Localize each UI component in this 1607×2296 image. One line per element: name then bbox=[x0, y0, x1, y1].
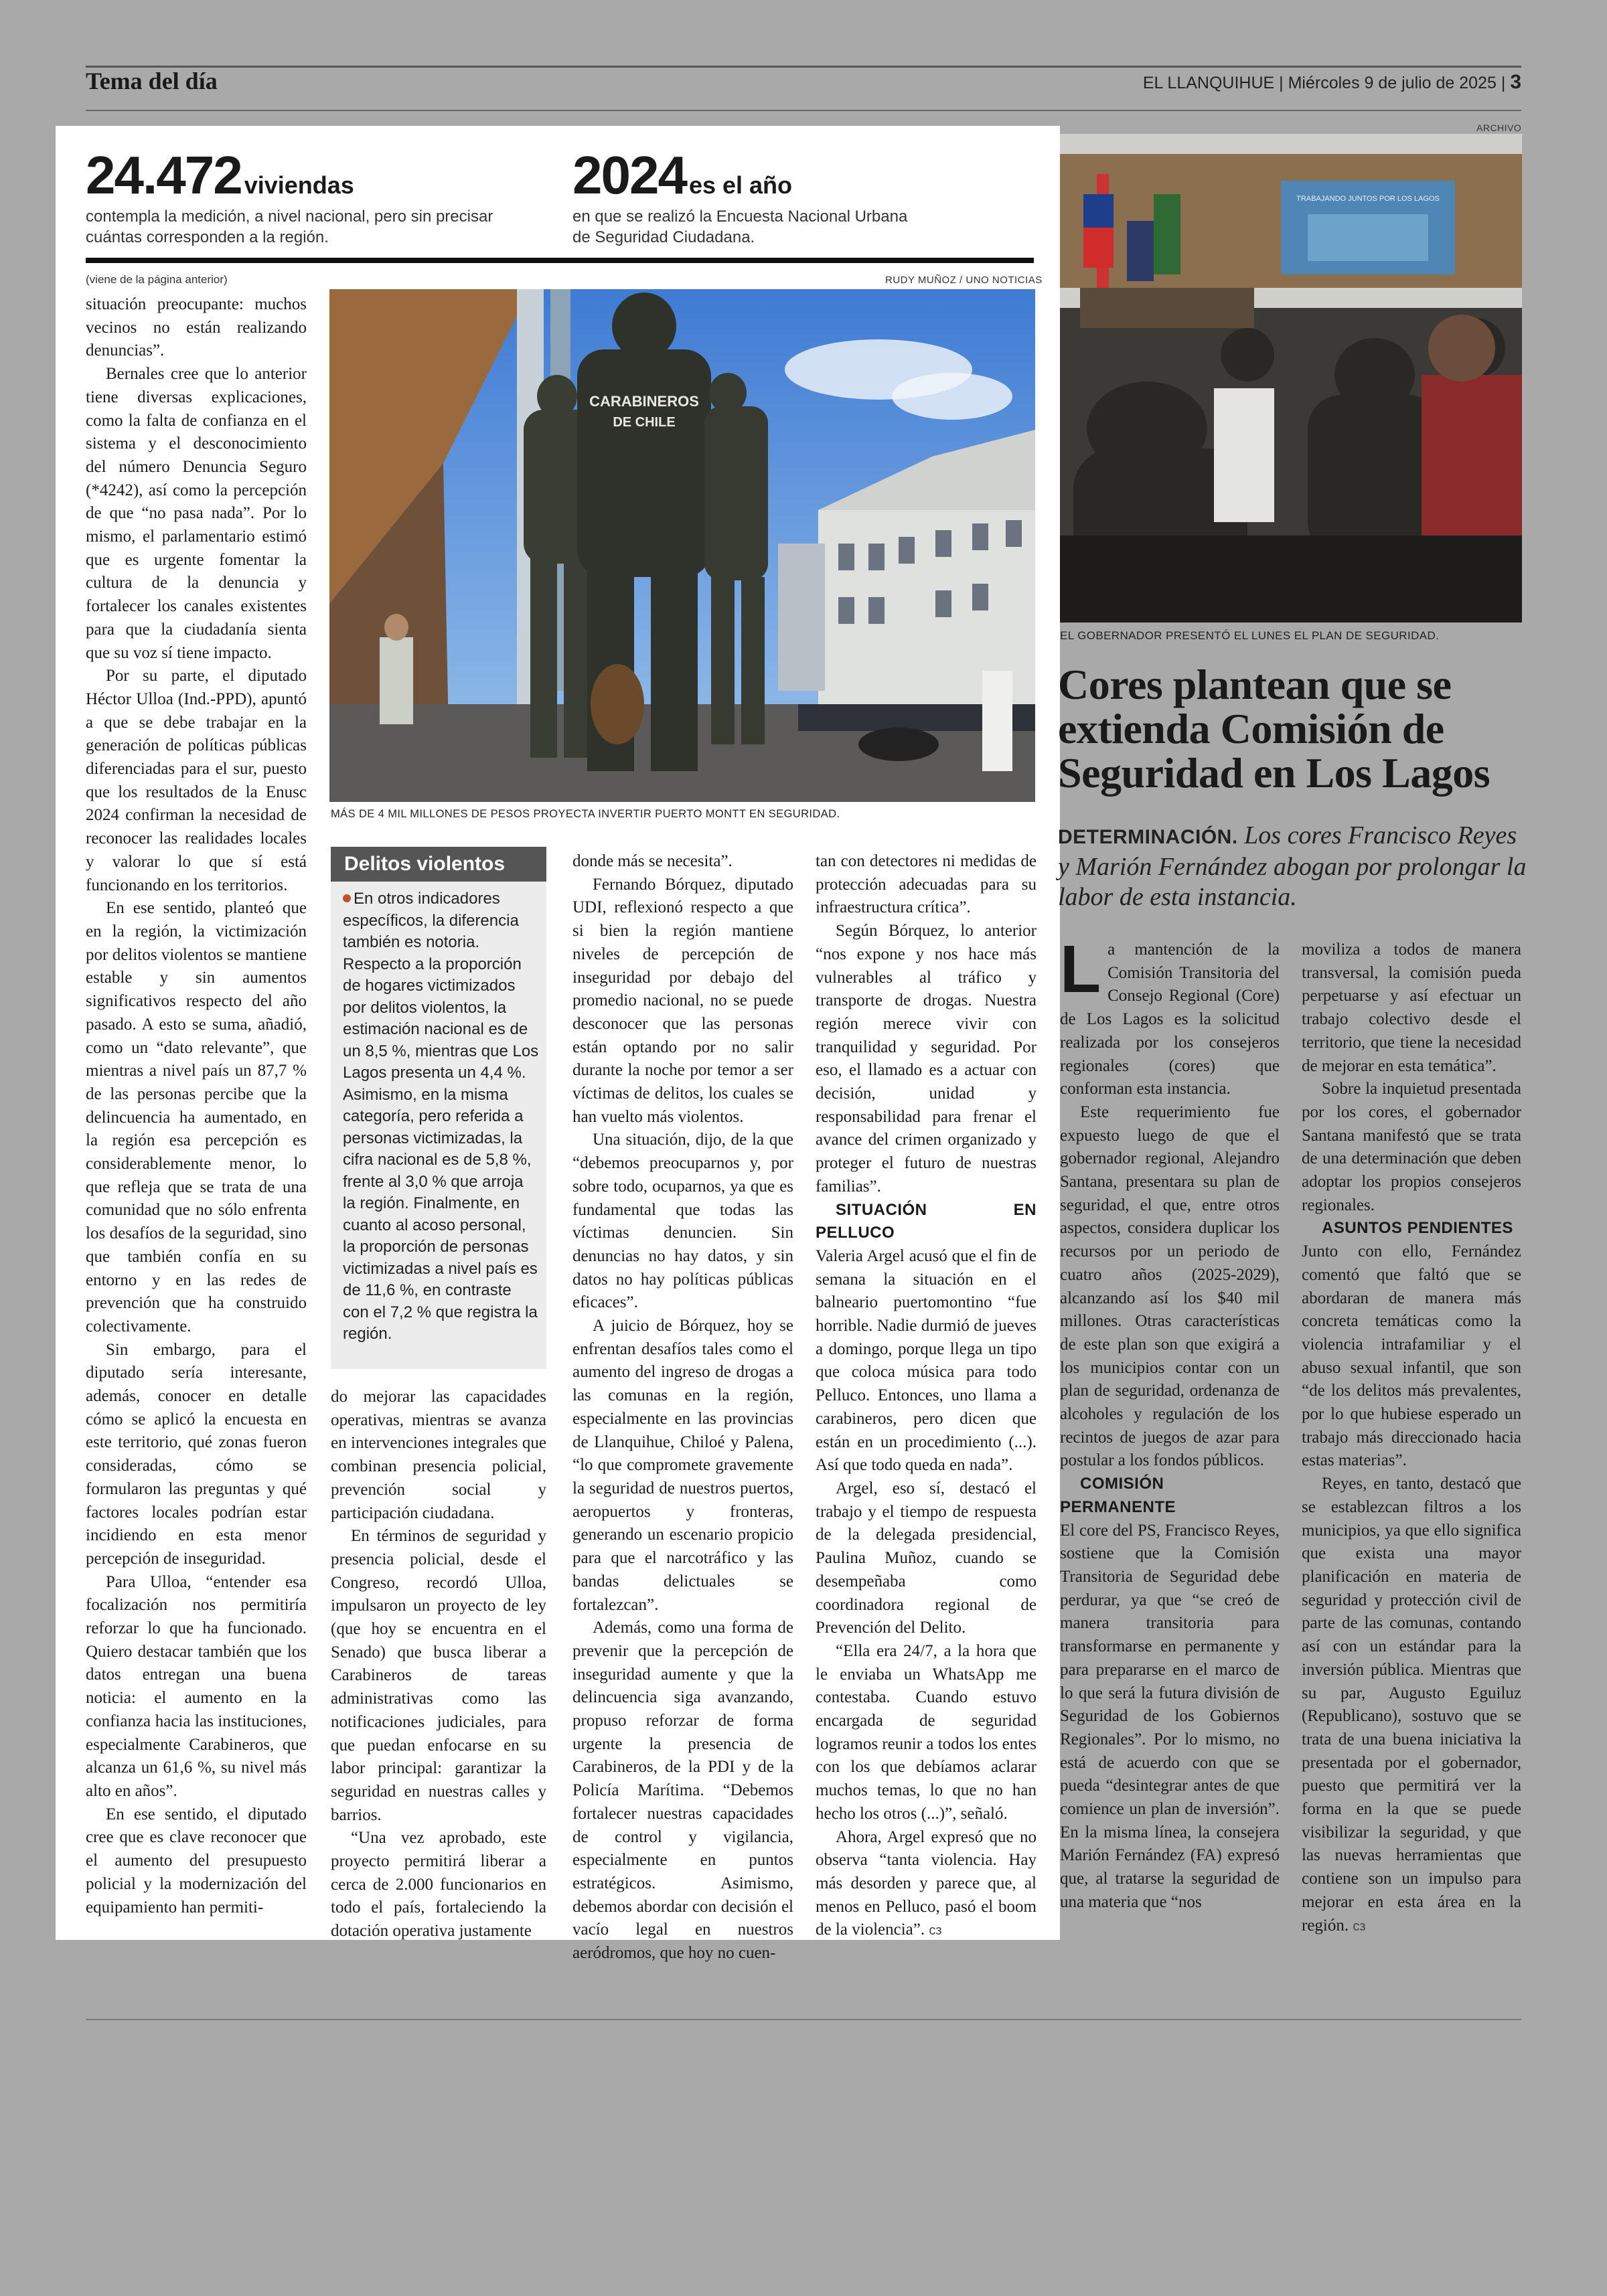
bottom-rule bbox=[86, 2019, 1521, 2020]
paragraph: Valeria Argel acusó que el fin de semana la situación en el balneario puertomontino “fue horrible. Nadie durmió de jueves a domingo, porque llega un tipo que coloca música para todo Pelluco. Entonces, uno llama a carabineros, pero dicen que están en un procedimiento (...). Así que todo queda en nada”. bbox=[816, 1246, 1037, 1475]
paragraph bbox=[1302, 1473, 1521, 1938]
paragraph-text: Reyes, en tanto, destacó que se establezcan filtros a los municipios, ya que ello significa que exista una mayor planificación en materia de seguridad y protección civil de parte de las comunas, contando así con un estándar para la inversión pública. Mientras que su par, Augusto Eguiluz (Republicano), sostuvo que se trata de una buena iniciativa la presentada por el gobernador, puesto que permitirá ver la forma en la que se puede visibilizar la seguridad, y que las nuevas herramientas que contiene son un impulso para mejorar en esta área en la región. bbox=[1302, 1475, 1521, 1935]
subheading-pending-issues: ASUNTOS PENDIENTES bbox=[1322, 1219, 1513, 1238]
right-article-column-1 bbox=[1060, 932, 1280, 1914]
stat-desc-line: cuántas corresponden a la región. bbox=[86, 228, 329, 246]
paragraph: En términos de seguridad y presencia policial, desde el Congreso, recordó Ulloa, impulsaron un proyecto de ley (que hoy se encuentra en el Senado) que busca liberar a Carabineros de tareas administrativas como las notificaciones judiciales, para que puedan enfocarse en su labor principal: garantizar la seguridad en nuestras calles y barrios. bbox=[331, 1527, 546, 1824]
paragraph bbox=[1060, 932, 1280, 1101]
paragraph: situación preocupante: muchos vecinos no están realizando denuncias”. bbox=[86, 295, 307, 360]
paragraph: Fernando Bórquez, diputado UDI, reflexionó respecto a que si bien la región mantiene niveles de percepción de inseguridad por debajo del promedio nacional, no se puede desconocer que las personas están optando por no salir durante la noche por temor a ser víctimas de delitos, los cuales se han vuelto más violentos. bbox=[572, 875, 793, 1126]
stat-desc-line: en que se realizó la Encuesta Nacional Urbana bbox=[572, 208, 908, 226]
drop-cap: L bbox=[1060, 932, 1101, 1007]
paragraph: Este requerimiento fue expuesto luego de que el gobernador regional, Alejandro Santana, presentara su plan de seguridad, el que, entre otros aspectos, considera duplicar los recursos por un periodo de cuatro años (2025-2029), alcanzando así los $40 mil millones. Otras características de este plan son que exigirá a los municipios contar con un plan de seguridad, ordenanza de alcoholes y regulación de los recintos de juegos de azar para postular a los fondos públicos. bbox=[1060, 1102, 1280, 1470]
right-article-headline: Cores plantean que se extienda Comisión de Seguridad en Los Lagos bbox=[1058, 661, 1490, 797]
paragraph: tan con detectores ni medidas de protección adecuadas para su infraestructura crítica”. bbox=[816, 852, 1037, 917]
paragraph: El core del PS, Francisco Reyes, sostiene que la Comisión Transitoria de Seguridad debe perdurar, ya que “se creó de manera transitoria para transformarse en permanente y para prepararse en el marco de lo que será la futura división de Seguridad de los Gobiernos Regionales”. Por lo mismo, no está de acuerdo con que se pueda “desintegrar antes de que comience un plan de inversión”. En la misma línea, la consejera Marión Fernández (FA) expresó que, al tratarse la seguridad de una materia que “nos bbox=[1060, 1521, 1280, 1911]
newspaper-name: EL LLANQUIHUE bbox=[1142, 74, 1275, 92]
paragraph: En ese sentido, el diputado cree que es clave reconocer que el aumento del presupuesto policial y la modernización del equipamiento han permiti- bbox=[86, 1805, 307, 1916]
stat-description bbox=[86, 206, 493, 248]
paragraph: Además, como una forma de prevenir que la percepción de inseguridad aumente y que la delincuencia siga avanzando, propuso reforzar de forma urgente la presencia de Carabineros, de la PDI y de la Policía Marítima. “Debemos fortalecer nuestras capacidades de control y vigilancia, especialmente en puntos estratégicos. Asimismo, debemos abordar con decisión el vacío legal en nuestros aeródromos, que hoy no cuen- bbox=[572, 1619, 793, 1963]
paragraph: Junto con ello, Fernández comentó que faltó que se abordaran de manera más concreta temáticas como la violencia intrafamiliar y el abuso sexual infantil, que son “de los delitos más prevalentes, por lo que hubiese esperado un trabajo más direccionado hacia estas materias”. bbox=[1302, 1242, 1521, 1470]
paragraph: moviliza a todos de manera transversal, la comisión pueda perpetuarse y así efectuar un trabajo colectivo desde el territorio, que tiene la necesidad de mejorar en esta temática”. bbox=[1302, 940, 1521, 1075]
stat-unit: viviendas bbox=[244, 171, 354, 199]
sidebar-box-violent-crimes bbox=[331, 847, 546, 1369]
paragraph: En ese sentido, planteó que en la región, la victimización por delitos violentos se mantiene estable y sin aumentos significativos respecto del año pasado. A esto se suma, añadió, como un “dato relevante”, que mientras a nivel país un 87,7 % de las personas percibe que la delincuencia ha aumentado, en la región esa percepción es considerablemente menor, lo que refleja que se trata de una comunidad que no sólo enfrenta los desafíos de la seguridad, sino que también confía en su entorno y en las redes de prevención que ha construido colectivamente. bbox=[86, 899, 307, 1335]
main-photo-caption: MÁS DE 4 MIL MILLONES DE PESOS PROYECTA INVERTIR PUERTO MONTT EN SEGURIDAD. bbox=[331, 808, 840, 820]
subheading-permanent-commission: COMISIÓN PERMANENTE bbox=[1060, 1475, 1176, 1516]
paragraph: Sobre la inquietud presentada por los cores, el gobernador Santana manifestó que se trata de una determinación que deben adoptar los propios consejeros regionales. bbox=[1302, 1080, 1521, 1214]
bullet-dot bbox=[343, 894, 351, 902]
paragraph: Bernales cree que lo anterior tiene diversas explicaciones, como la falta de confianza en el sistema y el desconocimiento del número Denuncia Seguro (*4242), así como la percepción de que “no pasa nada”. Por lo mismo, el parlamentario estimó que es urgente fomentar la cultura de la denuncia y fortalecer los canales existentes para que la ciudadanía sienta que su voz sí tiene impacto. bbox=[86, 365, 307, 662]
stat-number: 2024 bbox=[572, 145, 686, 205]
folio-separator: | bbox=[1501, 74, 1511, 92]
stat-desc-line: contempla la medición, a nivel nacional, pero sin precisar bbox=[86, 208, 493, 226]
paragraph: A juicio de Bórquez, hoy se enfrentan desafíos tales como el aumento del ingreso de drogas a las comunas en la región, especialmente en las provincias de Llanquihue, Chiloé y Palena, “lo que compromete gravemente la seguridad de nuestros puertos, aeropuertos y fronteras, generando un escenario propicio para que el narcotráfico y las bandas delictuales se fortalezcan”. bbox=[572, 1317, 793, 1614]
stat-number: 24.472 bbox=[86, 145, 242, 205]
paragraph: “Ella era 24/7, a la hora que le enviaba un WhatsApp me contestaba. Cuando estuvo encargada de seguridad logramos reunir a todos los entes con los que debíamos aclarar muchos temas, lo que no han hecho los otros (...)”, señaló. bbox=[816, 1641, 1037, 1823]
article-column-2 bbox=[331, 1386, 546, 1943]
page-number: 3 bbox=[1510, 71, 1521, 93]
folio-separator: | bbox=[1279, 74, 1288, 92]
photo-credit: RUDY MUÑOZ / UNO NOTICIAS bbox=[885, 274, 1043, 286]
paragraph: Una situación, dijo, de la que “debemos preocuparnos y, por sobre todo, ocuparnos, ya que es fundamental que todas las víctimas denuncien. Sin denuncias no hay datos, y sin datos no hay políticas públicas eficaces”. bbox=[572, 1131, 793, 1312]
stat-description bbox=[572, 206, 907, 248]
lead-text: Los cores Francisco Reyes y Marión Fernández abogan por prolongar la labor de esta instancia. bbox=[1058, 821, 1527, 911]
paragraph: Argel, eso sí, destacó el trabajo y el tiempo de respuesta de la delegada presidencial, Paulina Muñoz, cuando se desempeñaba como coordinadora regional de Prevención del Delito. bbox=[816, 1479, 1037, 1637]
main-photo-carabineros bbox=[329, 289, 1035, 802]
issue-date: Miércoles 9 de julio de 2025 bbox=[1288, 74, 1497, 92]
governor-photo-caption: EL GOBERNADOR PRESENTÓ EL LUNES EL PLAN DE SEGURIDAD. bbox=[1060, 629, 1440, 642]
governor-presentation-photo bbox=[1060, 134, 1522, 623]
paragraph-text: a mantención de la Comisión Transitoria del Consejo Regional (Core) de Los Lagos es la solicitud realizada por los consejeros regionales (cores) que conforman esta instancia. bbox=[1060, 940, 1280, 1098]
right-article-lead bbox=[1058, 821, 1527, 912]
paragraph-text: Ahora, Argel expresó que no observa “tanta violencia. Hay más desorden y parece que, al menos en Pelluco, pasó el boom de la violencia”. bbox=[816, 1827, 1037, 1939]
stat-desc-line: de Seguridad Ciudadana. bbox=[572, 228, 755, 246]
screen-text: TRABAJANDO JUNTOS POR LOS LAGOS bbox=[1296, 195, 1440, 203]
vest-text: CARABINEROS bbox=[589, 393, 699, 410]
section-title: Tema del día bbox=[86, 68, 218, 94]
page-folio bbox=[1143, 71, 1521, 94]
header-rule bbox=[86, 110, 1521, 111]
end-mark: ᴄз bbox=[929, 1923, 942, 1939]
continued-note: (viene de la página anterior) bbox=[86, 273, 228, 286]
lead-kicker: DETERMINACIÓN. bbox=[1058, 826, 1238, 848]
right-article-column-2 bbox=[1302, 938, 1521, 1938]
end-mark: ᴄз bbox=[1353, 1918, 1366, 1934]
stat-unit: es el año bbox=[688, 171, 793, 199]
paragraph: do mejorar las capacidades operativas, mientras se avanza en intervenciones integrales que combinan presencia policial, prevención social y participación ciudadana. bbox=[331, 1388, 546, 1522]
box-body bbox=[331, 882, 546, 1345]
photo-credit-archive: ARCHIVO bbox=[1476, 122, 1522, 133]
stat-block-year bbox=[572, 145, 793, 205]
vest-text: DE CHILE bbox=[613, 415, 676, 430]
article-column-3 bbox=[572, 850, 793, 1965]
article-column-4 bbox=[816, 850, 1037, 1943]
stat-block-housing bbox=[86, 145, 354, 205]
paragraph: donde más se necesita”. bbox=[572, 852, 733, 870]
paragraph: Sin embargo, para el diputado sería interesante, además, conocer en detalle cómo se aplicó la encuesta en este territorio, qué zonas fueron consideradas, cómo se formularon las preguntas y qué factores locales podrían estar incidiendo en esta menor percepción de inseguridad. bbox=[86, 1340, 307, 1568]
box-text: En otros indicadores específicos, la diferencia también es notoria. Respecto a la proporción de hogares victimizados por delitos violentos, la estimación nacional es de un 8,5 %, mientras que Los Lagos presenta un 4,4 %. Asimismo, en la misma categoría, pero referida a personas victimizadas, la cifra nacional es de 5,8 %, frente al 3,0 % que arroja la región. Finalmente, en cuanto al acoso personal, la proporción de personas victimizadas a nivel país es de 11,6 %, en contraste con el 7,2 % que registra la región. bbox=[343, 890, 539, 1343]
paragraph: Para Ulloa, “entender esa focalización nos permitiría reforzar lo que ha funcionado. Quiero destacar también que los datos entregan una buena noticia: el aumento en la confianza hacia las instituciones, especialmente Carabineros, que alcanza un 61,6 %, su nivel más alto en años”. bbox=[86, 1572, 307, 1800]
top-rule bbox=[86, 66, 1521, 68]
box-title: Delitos violentos bbox=[331, 847, 546, 882]
paragraph: Según Bórquez, lo anterior “nos expone y nos hace más vulnerables al tráfico y transporte de drogas. Nuestra región merece vivir con tranquilidad y seguridad. Por eso, el llamado es a actuar con decisión, unidad y responsabilidad para frenar el avance del crimen organizado y proteger el futuro de nuestras familias”. bbox=[816, 922, 1037, 1196]
stats-rule bbox=[86, 258, 1034, 263]
article-column-1 bbox=[86, 293, 307, 1919]
subheading-pelluco: SITUACIÓN EN PELLUCO bbox=[816, 1200, 1037, 1242]
paragraph: Por su parte, el diputado Héctor Ulloa (Ind.-PPD), apuntó a que se debe trabajar en la generación de políticas públicas diferenciadas para el sur, puesto que los resultados de la Enusc 2024 confirman la necesidad de reconocer las realidades locales y valorar lo que sí está funcionando en los territorios. bbox=[86, 667, 307, 894]
paragraph: “Una vez aprobado, este proyecto permitirá liberar a cerca de 2.000 funcionarios en todo el país, fortaleciendo la dotación operativa justamente bbox=[331, 1829, 546, 1941]
paragraph bbox=[816, 1826, 1037, 1943]
